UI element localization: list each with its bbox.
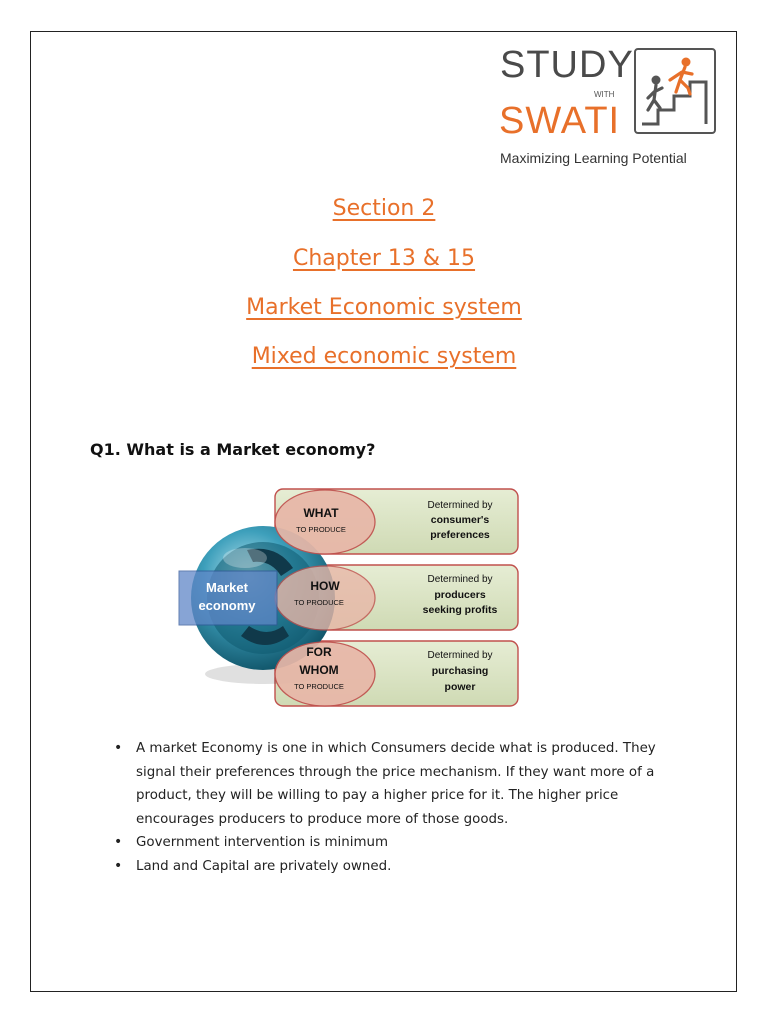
what-sub-label: TO PRODUCE	[296, 525, 346, 534]
chapter-heading: Chapter 13 & 15	[292, 246, 476, 271]
section-heading: Section 2	[332, 196, 436, 221]
bullet-item: • A market Economy is one in which Consumers decide what is produced. They signal their preferences through the price mechanism. If they want more of a product, they will be willing to pay a higher price for it. The higher price encourages producers to produce more of those goods.	[112, 737, 692, 831]
how-desc-line2: producers	[434, 589, 486, 601]
how-sub-label: TO PRODUCE	[294, 598, 344, 607]
market-economic-system-heading: Market Economic system	[246, 295, 522, 320]
logo-swati-text: SWATI	[499, 100, 621, 142]
logo-with-text: WITH	[594, 90, 615, 99]
what-desc-line3: preferences	[430, 529, 490, 541]
for-whom-desc-line3: power	[444, 681, 476, 693]
what-label: WHAT	[303, 506, 339, 520]
for-label: FOR	[306, 645, 332, 659]
how-desc-line1: Determined by	[427, 574, 493, 585]
whom-label: WHOM	[299, 663, 339, 677]
market-economy-bullets	[112, 737, 692, 878]
for-whom-desc-line2: purchasing	[431, 665, 489, 677]
bullet-item: • Land and Capital are privately owned.	[112, 855, 692, 879]
stairs-climbing-icon	[634, 48, 716, 134]
oval-what	[275, 490, 375, 554]
center-label-line1: Market	[206, 580, 248, 595]
center-label-line2: economy	[198, 598, 256, 613]
what-desc-line2: consumer's	[430, 514, 490, 526]
study-with-swati-logo	[498, 44, 722, 172]
market-economy-diagram	[175, 486, 525, 712]
how-desc-line3: seeking profits	[422, 604, 498, 616]
how-label: HOW	[310, 579, 340, 593]
for-whom-sub-label: TO PRODUCE	[294, 682, 344, 691]
question-q1: Q1. What is a Market economy?	[90, 440, 376, 459]
for-whom-desc-line1: Determined by	[427, 650, 493, 661]
mixed-economic-system-heading: Mixed economic system	[251, 344, 517, 369]
logo-tagline: Maximizing Learning Potential	[500, 150, 687, 166]
bullet-item: • Government intervention is minimum	[112, 831, 692, 855]
logo-study-text: STUDY	[500, 44, 634, 86]
what-desc-line1: Determined by	[427, 500, 493, 511]
